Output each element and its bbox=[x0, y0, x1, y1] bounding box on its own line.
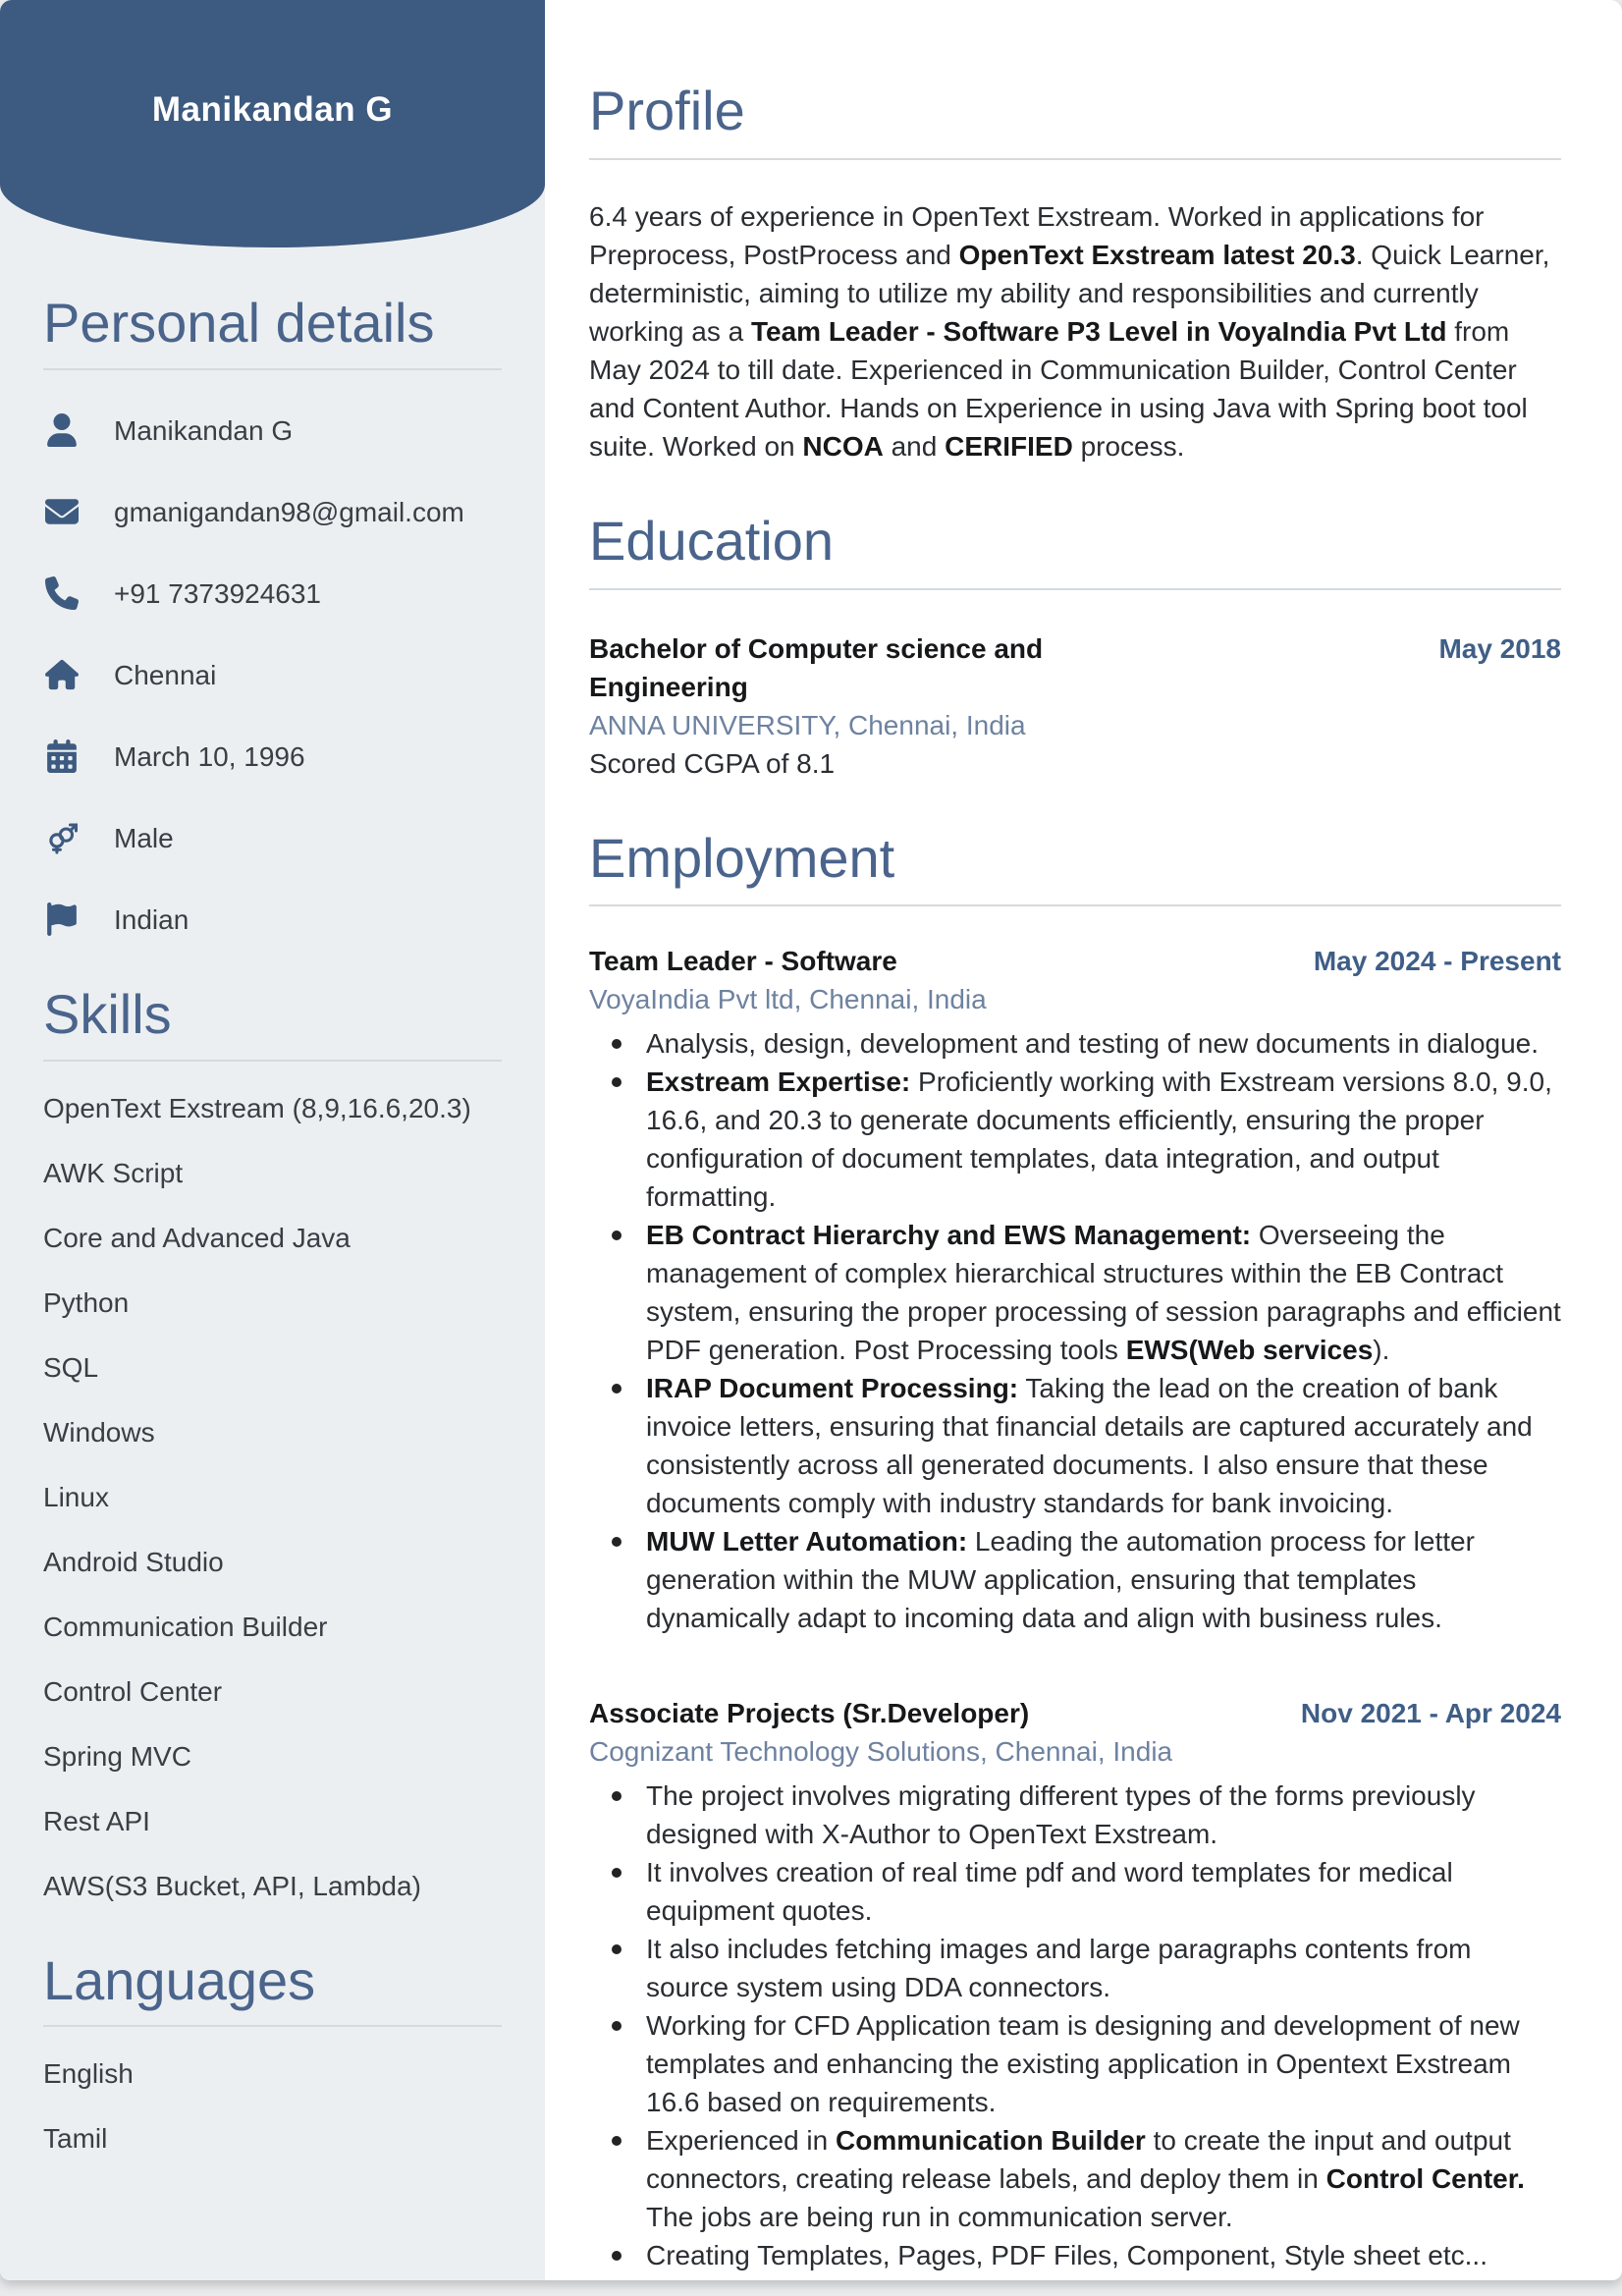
main-column bbox=[545, 0, 1622, 2274]
sidebar bbox=[0, 0, 545, 2280]
job-bullet: Exstream Expertise: Proficiently working with Exstream versions 8.0, 9.0, 16.6, and 20.3 to generate documents efficiently, ensuring the proper configuration of document templates, data integration, and output formatting. bbox=[646, 1063, 1561, 1216]
job-bullet: It involves creation of real time pdf and word templates for medical equipment quotes. bbox=[646, 1853, 1561, 1930]
job-bullet: The project involves migrating different types of the forms previously designed with X-Author to OpenText Exstream. bbox=[646, 1777, 1561, 1853]
skill-item: Android Studio bbox=[43, 1546, 224, 1577]
personal-detail-email bbox=[43, 493, 502, 531]
education-heading: Education bbox=[589, 509, 835, 572]
job-entry bbox=[589, 942, 1561, 1637]
personal-detail-value: Chennai bbox=[114, 659, 217, 690]
skill-item: AWK Script bbox=[43, 1157, 184, 1188]
skill-item: Control Center bbox=[43, 1675, 223, 1707]
job-bullet: Experienced in Communication Builder to create the input and output connectors, creating release labels, and deploy them in Control Center. The jobs are being run in communication server. bbox=[646, 2121, 1561, 2236]
gender-icon bbox=[43, 820, 81, 855]
skill-item: Rest API bbox=[43, 1805, 150, 1836]
divider bbox=[43, 368, 502, 370]
education-detail: Scored CGPA of 8.1 bbox=[589, 747, 836, 779]
skills-heading: Skills bbox=[43, 982, 172, 1045]
phone-icon bbox=[43, 575, 81, 611]
divider bbox=[589, 588, 1561, 590]
divider bbox=[43, 2025, 502, 2027]
job-bullet-list bbox=[589, 1024, 1561, 1637]
school-name: ANNA UNIVERSITY, Chennai, India bbox=[589, 709, 1026, 740]
home-icon bbox=[43, 657, 81, 692]
skill-item: Spring MVC bbox=[43, 1740, 191, 1772]
skill-item: Windows bbox=[43, 1416, 155, 1448]
personal-detail-value: +91 7373924631 bbox=[114, 577, 321, 609]
personal-detail-city bbox=[43, 656, 502, 694]
personal-detail-phone bbox=[43, 574, 502, 613]
employment-heading: Employment bbox=[589, 826, 895, 889]
job-title: Associate Projects (Sr.Developer) bbox=[589, 1698, 1030, 1729]
languages-heading: Languages bbox=[43, 1948, 316, 2011]
personal-details-list bbox=[43, 411, 502, 939]
job-date: Nov 2021 - Apr 2024 bbox=[1300, 1698, 1561, 1729]
job-bullet: EB Contract Hierarchy and EWS Management: Overseeing the management of complex hierarchical structures within the EB Contract system, ensuring the proper processing of session paragraphs and efficient PDF generation. Post Processing tools EWS(Web services). bbox=[646, 1216, 1561, 1369]
skill-item: Core and Advanced Java bbox=[43, 1222, 351, 1253]
personal-detail-nationality bbox=[43, 901, 502, 939]
personal-details-heading: Personal details bbox=[43, 292, 435, 354]
header-banner bbox=[0, 0, 545, 247]
language-item: English bbox=[43, 2058, 134, 2090]
skill-item: OpenText Exstream (8,9,16.6,20.3) bbox=[43, 1092, 471, 1123]
personal-detail-birthdate bbox=[43, 738, 502, 776]
personal-detail-value: Manikandan G bbox=[114, 414, 294, 446]
skill-item: Communication Builder bbox=[43, 1611, 328, 1642]
skill-item: Linux bbox=[43, 1481, 109, 1512]
job-date: May 2024 - Present bbox=[1313, 946, 1561, 977]
job-bullet: Working for CFD Application team is designing and development of new templates and enhancing the existing application in Opentext Exstream 16.6 based on requirements. bbox=[646, 2006, 1561, 2121]
education-date: May 2018 bbox=[1438, 632, 1561, 664]
profile-paragraph: 6.4 years of experience in OpenText Exstream. Worked in applications for Preprocess, PostProcess and OpenText Exstream latest 20.3. Quick Learner, deterministic, aiming to utilize my ability and responsibilities and currently working as a Team Leader - Software P3 Level in VoyaIndia Pvt Ltd from May 2024 to till date. Experienced in Communication Builder, Control Center and Content Author. Hands on Experience in using Java with Spring boot tool suite. Worked on NCOA and CERIFIED process. bbox=[589, 200, 1550, 462]
personal-detail-value: Indian bbox=[114, 903, 189, 935]
skills-list bbox=[43, 1089, 502, 1905]
personal-detail-name bbox=[43, 411, 502, 450]
divider bbox=[589, 904, 1561, 906]
job-bullet-list bbox=[589, 1777, 1561, 2274]
user-icon bbox=[43, 412, 81, 448]
divider bbox=[43, 1060, 502, 1062]
job-title: Team Leader - Software bbox=[589, 946, 897, 977]
education-entry bbox=[589, 629, 1561, 783]
job-bullet: It also includes fetching images and large paragraphs contents from source system using DDA connectors. bbox=[646, 1930, 1561, 2006]
languages-list bbox=[43, 2054, 502, 2158]
language-item: Tamil bbox=[43, 2123, 108, 2155]
job-bullet: Analysis, design, development and testing of new documents in dialogue. bbox=[646, 1024, 1561, 1063]
personal-detail-value: gmanigandan98@gmail.com bbox=[114, 496, 464, 527]
flag-icon bbox=[43, 902, 81, 937]
personal-detail-value: March 10, 1996 bbox=[114, 740, 305, 772]
company-name: Cognizant Technology Solutions, Chennai, India bbox=[589, 1736, 1173, 1768]
job-bullet: MUW Letter Automation: Leading the automation process for letter generation within the MUW application, ensuring that templates dynamically adapt to incoming data and align with business rules. bbox=[646, 1522, 1561, 1637]
degree-title: Bachelor of Computer science and Engineering bbox=[589, 632, 1044, 702]
job-entry bbox=[589, 1694, 1561, 2274]
personal-detail-gender bbox=[43, 819, 502, 857]
calendar-icon bbox=[43, 738, 81, 774]
personal-detail-value: Male bbox=[114, 822, 174, 853]
envelope-icon bbox=[43, 494, 81, 529]
skill-item: Python bbox=[43, 1286, 130, 1318]
profile-heading: Profile bbox=[589, 80, 745, 141]
job-bullet: Creating Templates, Pages, PDF Files, Component, Style sheet etc... bbox=[646, 2236, 1561, 2274]
job-bullet: IRAP Document Processing: Taking the lead on the creation of bank invoice letters, ensuring that financial details are captured accurately and consistently across all generated documents. I also ensure that these documents comply with industry standards for bank invoicing. bbox=[646, 1369, 1561, 1522]
divider bbox=[589, 158, 1561, 160]
person-name: Manikandan G bbox=[151, 90, 394, 129]
company-name: VoyaIndia Pvt ltd, Chennai, India bbox=[589, 984, 987, 1015]
skill-item: SQL bbox=[43, 1351, 99, 1383]
skill-item: AWS(S3 Bucket, API, Lambda) bbox=[43, 1870, 421, 1901]
